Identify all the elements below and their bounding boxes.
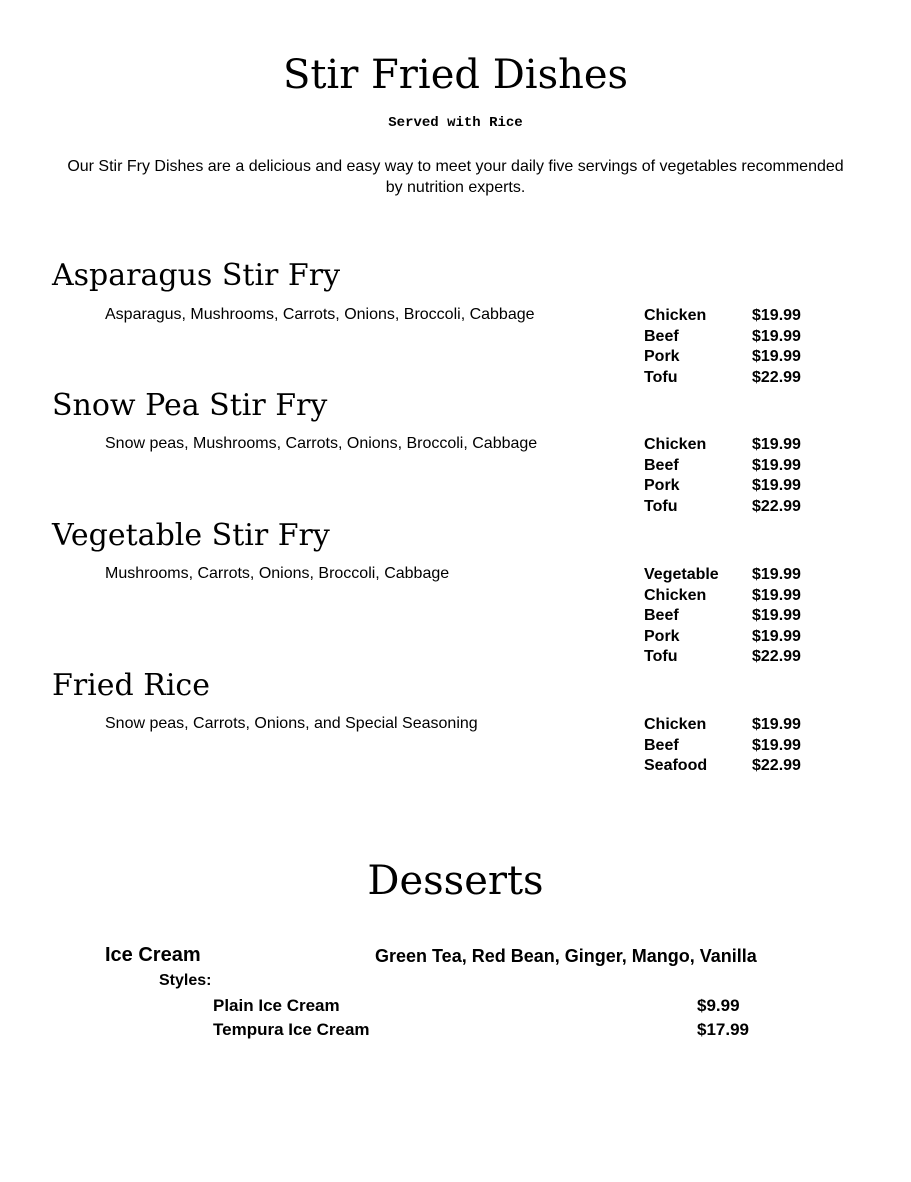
option-label: Tofu — [644, 368, 678, 386]
intro-text: Our Stir Fry Dishes are a delicious and easy way to meet your daily five servings of vegetables recommended by nutrition experts. — [67, 158, 844, 196]
dish-name-fried-rice: Fried Rice — [52, 668, 210, 703]
option-price: $19.99 — [752, 716, 801, 733]
option-label: Chicken — [644, 436, 707, 453]
page-subtitle: Served with Rice — [388, 115, 523, 131]
dessert-item-name: Ice Cream — [105, 944, 201, 966]
option-label: Seafood — [644, 757, 708, 774]
option-label: Chicken — [644, 716, 707, 733]
desserts-title: Desserts — [367, 858, 544, 904]
dish-name-snow-pea: Snow Pea Stir Fry — [52, 388, 328, 423]
option-label: Beef — [644, 456, 679, 474]
option-label: Beef — [644, 736, 679, 754]
style-label: Tempura Ice Cream — [213, 1020, 370, 1039]
style-price: $17.99 — [697, 1020, 749, 1039]
option-price: $19.99 — [752, 456, 801, 474]
option-price: $19.99 — [752, 627, 801, 645]
option-price: $22.99 — [752, 757, 801, 774]
option-price: $19.99 — [752, 327, 801, 345]
option-price: $22.99 — [752, 368, 801, 386]
option-label: Pork — [644, 348, 680, 365]
option-label: Chicken — [644, 307, 707, 324]
dish-description-vegetable: Mushrooms, Carrots, Onions, Broccoli, Cabbage — [105, 565, 450, 582]
option-label: Pork — [644, 627, 680, 645]
option-price: $22.99 — [752, 648, 801, 665]
option-label: Tofu — [644, 648, 678, 665]
option-label: Beef — [644, 607, 679, 624]
option-price: $19.99 — [752, 586, 801, 604]
style-price: $9.99 — [697, 996, 740, 1015]
option-label: Chicken — [644, 586, 707, 604]
dish-description-asparagus: Asparagus, Mushrooms, Carrots, Onions, Broccoli, Cabbage — [105, 306, 535, 323]
option-label: Tofu — [644, 497, 678, 515]
option-price: $19.99 — [752, 566, 801, 583]
dish-description-fried-rice: Snow peas, Carrots, Onions, and Special Seasoning — [105, 715, 478, 732]
dish-description-snow-pea: Snow peas, Mushrooms, Carrots, Onions, Broccoli, Cabbage — [105, 435, 538, 452]
option-price: $19.99 — [752, 736, 801, 754]
dish-name-asparagus: Asparagus Stir Fry — [52, 258, 341, 293]
option-price: $19.99 — [752, 307, 801, 324]
dish-name-vegetable: Vegetable Stir Fry — [52, 518, 330, 553]
option-price: $19.99 — [752, 477, 801, 494]
page-title: Stir Fried Dishes — [282, 52, 629, 98]
option-label: Pork — [644, 477, 680, 494]
option-price: $19.99 — [752, 436, 801, 453]
option-price: $19.99 — [752, 607, 801, 624]
styles-label: Styles: — [159, 972, 212, 989]
style-label: Plain Ice Cream — [213, 996, 340, 1015]
option-price: $19.99 — [752, 348, 801, 365]
dessert-flavors: Green Tea, Red Bean, Ginger, Mango, Vanilla — [375, 946, 757, 966]
option-label: Vegetable — [644, 566, 719, 583]
option-label: Beef — [644, 327, 679, 345]
option-price: $22.99 — [752, 497, 801, 515]
